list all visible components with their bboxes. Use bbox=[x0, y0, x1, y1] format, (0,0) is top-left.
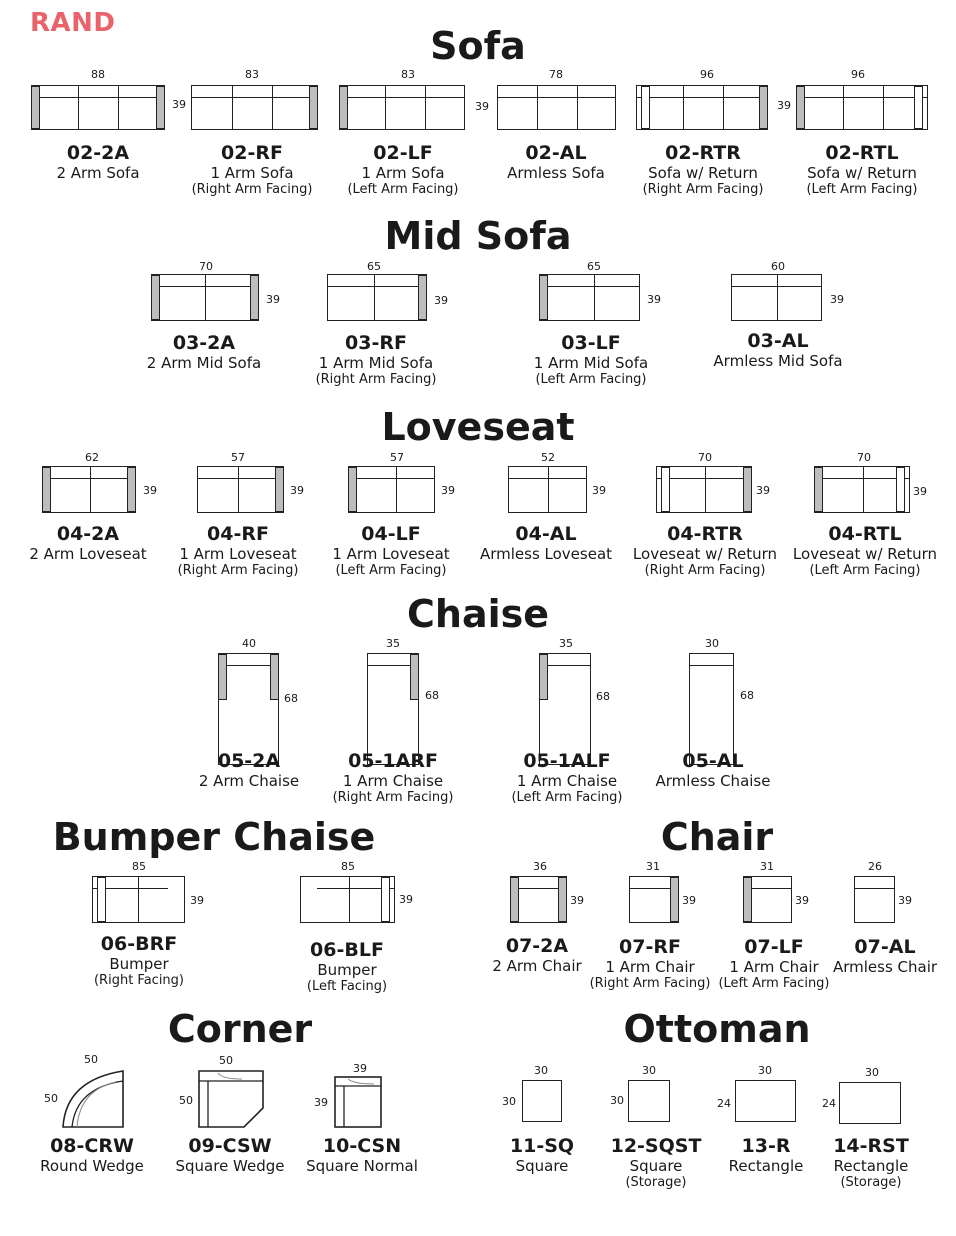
sofa-diagram bbox=[339, 85, 465, 130]
depth-dimension: 39 bbox=[913, 485, 927, 498]
module-label bbox=[780, 523, 950, 579]
chair-diagram bbox=[510, 876, 567, 923]
depth-dimension: 39 bbox=[898, 894, 912, 907]
module-label bbox=[471, 142, 641, 182]
model-name: Rectangle bbox=[833, 1157, 909, 1175]
width-dimension: 36 bbox=[533, 860, 547, 873]
model-name: Round Wedge bbox=[40, 1157, 144, 1175]
chaise-diagram bbox=[689, 653, 734, 765]
module-label bbox=[291, 332, 461, 388]
model-name: Square bbox=[515, 1157, 569, 1175]
depth-dimension: 68 bbox=[596, 690, 610, 703]
model-code: 04-RF bbox=[207, 523, 269, 545]
model-name: 2 Arm Loveseat bbox=[29, 545, 147, 563]
model-note: (Left Facing) bbox=[306, 979, 388, 994]
depth-dimension: 39 bbox=[441, 484, 455, 497]
model-note: (Left Arm Facing) bbox=[511, 790, 623, 805]
model-name: 1 Arm Sofa bbox=[210, 164, 294, 182]
width-dimension: 31 bbox=[760, 860, 774, 873]
model-note: (Right Arm Facing) bbox=[315, 372, 437, 387]
square-normal-diagram bbox=[334, 1076, 382, 1128]
chaise-diagram bbox=[539, 653, 591, 765]
width-dimension: 65 bbox=[587, 260, 601, 273]
model-code: 03-2A bbox=[172, 332, 236, 354]
chair-diagram bbox=[743, 876, 792, 923]
round-wedge-diagram bbox=[60, 1070, 124, 1128]
width-dimension: 30 bbox=[705, 637, 719, 650]
model-code: 07-AL bbox=[854, 936, 916, 958]
width-dimension: 30 bbox=[534, 1064, 548, 1077]
model-name: Armless Chaise bbox=[655, 772, 771, 790]
bumper-diagram bbox=[300, 876, 395, 923]
module-label bbox=[262, 939, 432, 995]
module-label bbox=[786, 1135, 956, 1191]
module-label bbox=[628, 750, 798, 790]
model-name: 1 Arm Chair bbox=[729, 958, 819, 976]
section-title-loveseat: Loveseat bbox=[381, 405, 575, 449]
model-code: 02-LF bbox=[373, 142, 433, 164]
depth-dimension: 39 bbox=[592, 484, 606, 497]
depth-dimension: 39 bbox=[172, 98, 186, 111]
bumper-diagram bbox=[92, 876, 185, 923]
mid-sofa-diagram bbox=[151, 274, 259, 321]
model-name: Square Wedge bbox=[175, 1157, 285, 1175]
width-dimension: 70 bbox=[199, 260, 213, 273]
width-dimension: 57 bbox=[231, 451, 245, 464]
model-code: 06-BRF bbox=[100, 933, 178, 955]
chaise-diagram bbox=[218, 653, 279, 765]
loveseat-diagram bbox=[508, 466, 587, 513]
model-code: 11-SQ bbox=[509, 1135, 575, 1157]
width-dimension: 65 bbox=[367, 260, 381, 273]
module-label bbox=[277, 1135, 447, 1175]
mid-sofa-diagram bbox=[327, 274, 427, 321]
width-dimension: 62 bbox=[85, 451, 99, 464]
module-label bbox=[306, 523, 476, 579]
width-dimension: 30 bbox=[642, 1064, 656, 1077]
model-code: 02-RTR bbox=[665, 142, 741, 164]
width-dimension: 50 bbox=[84, 1053, 98, 1066]
depth-dimension: 39 bbox=[266, 293, 280, 306]
model-code: 10-CSN bbox=[322, 1135, 402, 1157]
model-note: (Right Arm Facing) bbox=[191, 182, 313, 197]
chair-diagram bbox=[629, 876, 679, 923]
model-name: Bumper bbox=[109, 955, 169, 973]
model-code: 03-AL bbox=[747, 330, 809, 352]
depth-dimension: 39 bbox=[190, 894, 204, 907]
width-dimension: 70 bbox=[698, 451, 712, 464]
section-title-mid-sofa: Mid Sofa bbox=[384, 214, 572, 258]
module-label bbox=[13, 142, 183, 182]
sofa-diagram bbox=[191, 85, 318, 130]
model-code: 03-RF bbox=[345, 332, 407, 354]
module-label bbox=[308, 750, 478, 806]
width-dimension: 30 bbox=[865, 1066, 879, 1079]
model-name: 1 Arm Loveseat bbox=[179, 545, 297, 563]
model-name: Bumper bbox=[317, 961, 377, 979]
model-code: 04-LF bbox=[361, 523, 421, 545]
model-code: 05-1ARF bbox=[348, 750, 438, 772]
depth-dimension: 39 bbox=[475, 100, 489, 113]
model-name: Sofa w/ Return bbox=[807, 164, 917, 182]
width-dimension: 39 bbox=[353, 1062, 367, 1075]
module-label bbox=[620, 523, 790, 579]
model-code: 05-1ALF bbox=[523, 750, 611, 772]
width-dimension: 96 bbox=[851, 68, 865, 81]
model-name: 2 Arm Sofa bbox=[56, 164, 140, 182]
model-name: 1 Arm Chaise bbox=[516, 772, 618, 790]
model-name: 1 Arm Chaise bbox=[342, 772, 444, 790]
section-title-chair: Chair bbox=[660, 815, 774, 859]
depth-dimension: 30 bbox=[610, 1094, 624, 1107]
depth-dimension: 24 bbox=[822, 1097, 836, 1110]
model-name: 1 Arm Chair bbox=[605, 958, 695, 976]
depth-dimension: 39 bbox=[830, 293, 844, 306]
model-name: Loveseat w/ Return bbox=[792, 545, 938, 563]
loveseat-diagram bbox=[814, 466, 910, 513]
depth-dimension: 39 bbox=[434, 294, 448, 307]
depth-dimension: 68 bbox=[740, 689, 754, 702]
model-code: 04-RTL bbox=[828, 523, 902, 545]
model-name: Loveseat w/ Return bbox=[632, 545, 778, 563]
model-name: 2 Arm Mid Sofa bbox=[146, 354, 262, 372]
model-code: 05-AL bbox=[682, 750, 744, 772]
model-code: 02-AL bbox=[525, 142, 587, 164]
loveseat-diagram bbox=[42, 466, 136, 513]
model-code: 02-RF bbox=[221, 142, 283, 164]
model-name: 1 Arm Sofa bbox=[361, 164, 445, 182]
model-name: Square Normal bbox=[306, 1157, 418, 1175]
module-label bbox=[800, 936, 956, 976]
model-note: (Storage) bbox=[840, 1175, 902, 1190]
module-label bbox=[506, 332, 676, 388]
width-dimension: 57 bbox=[390, 451, 404, 464]
depth-dimension: 39 bbox=[756, 484, 770, 497]
width-dimension: 26 bbox=[868, 860, 882, 873]
model-name: Square bbox=[629, 1157, 683, 1175]
width-dimension: 60 bbox=[771, 260, 785, 273]
model-code: 02-RTL bbox=[825, 142, 899, 164]
sofa-diagram bbox=[31, 85, 165, 130]
depth-dimension: 68 bbox=[425, 689, 439, 702]
model-name: Armless Mid Sofa bbox=[713, 352, 843, 370]
mid-sofa-diagram bbox=[731, 274, 822, 321]
module-label bbox=[54, 933, 224, 989]
depth-dimension: 50 bbox=[44, 1092, 58, 1105]
width-dimension: 96 bbox=[700, 68, 714, 81]
model-note: (Right Arm Facing) bbox=[177, 563, 299, 578]
module-label bbox=[693, 330, 863, 370]
width-dimension: 31 bbox=[646, 860, 660, 873]
depth-dimension: 39 bbox=[399, 893, 413, 906]
model-name: Sofa w/ Return bbox=[648, 164, 758, 182]
model-note: (Left Arm Facing) bbox=[335, 563, 447, 578]
model-code: 08-CRW bbox=[50, 1135, 134, 1157]
model-name: Armless Loveseat bbox=[479, 545, 613, 563]
model-note: (Left Arm Facing) bbox=[806, 182, 918, 197]
section-title-ottoman: Ottoman bbox=[623, 1007, 811, 1051]
width-dimension: 70 bbox=[857, 451, 871, 464]
square-wedge-diagram bbox=[198, 1070, 264, 1128]
model-code: 09-CSW bbox=[188, 1135, 272, 1157]
model-note: (Left Arm Facing) bbox=[809, 563, 921, 578]
width-dimension: 85 bbox=[132, 860, 146, 873]
width-dimension: 35 bbox=[386, 637, 400, 650]
depth-dimension: 24 bbox=[717, 1097, 731, 1110]
ottoman-diagram bbox=[522, 1080, 562, 1122]
module-label bbox=[167, 142, 337, 198]
model-note: (Storage) bbox=[625, 1175, 687, 1190]
model-code: 07-RF bbox=[619, 936, 681, 958]
model-note: (Left Arm Facing) bbox=[718, 976, 830, 991]
sofa-diagram bbox=[796, 85, 928, 130]
model-code: 04-RTR bbox=[667, 523, 743, 545]
ottoman-diagram bbox=[839, 1082, 901, 1124]
sofa-diagram bbox=[636, 85, 768, 130]
model-code: 07-2A bbox=[505, 935, 569, 957]
width-dimension: 83 bbox=[401, 68, 415, 81]
model-note: (Right Arm Facing) bbox=[589, 976, 711, 991]
loveseat-diagram bbox=[656, 466, 752, 513]
depth-dimension: 68 bbox=[284, 692, 298, 705]
model-name: Armless Sofa bbox=[507, 164, 605, 182]
model-code: 06-BLF bbox=[310, 939, 384, 961]
model-note: (Right Facing) bbox=[93, 973, 184, 988]
width-dimension: 35 bbox=[559, 637, 573, 650]
section-title-bumper-chaise: Bumper Chaise bbox=[52, 815, 376, 859]
width-dimension: 88 bbox=[91, 68, 105, 81]
model-code: 05-2A bbox=[217, 750, 281, 772]
depth-dimension: 39 bbox=[777, 99, 791, 112]
module-label bbox=[482, 750, 652, 806]
depth-dimension: 39 bbox=[647, 293, 661, 306]
model-name: 1 Arm Mid Sofa bbox=[533, 354, 649, 372]
model-name: Armless Chair bbox=[832, 958, 938, 976]
model-note: (Left Arm Facing) bbox=[535, 372, 647, 387]
module-label bbox=[3, 523, 173, 563]
width-dimension: 40 bbox=[242, 637, 256, 650]
model-code: 04-2A bbox=[56, 523, 120, 545]
model-code: 12-SQST bbox=[610, 1135, 702, 1157]
model-code: 07-LF bbox=[744, 936, 804, 958]
depth-dimension: 30 bbox=[502, 1095, 516, 1108]
width-dimension: 52 bbox=[541, 451, 555, 464]
model-name: 1 Arm Mid Sofa bbox=[318, 354, 434, 372]
section-title-chaise: Chaise bbox=[407, 592, 549, 636]
model-note: (Right Arm Facing) bbox=[644, 563, 766, 578]
depth-dimension: 39 bbox=[143, 484, 157, 497]
depth-dimension: 50 bbox=[179, 1094, 193, 1107]
brand-logo: RAND bbox=[30, 8, 116, 38]
section-title-sofa: Sofa bbox=[430, 24, 526, 68]
width-dimension: 83 bbox=[245, 68, 259, 81]
module-label bbox=[318, 142, 488, 198]
model-note: (Right Arm Facing) bbox=[642, 182, 764, 197]
model-code: 02-2A bbox=[66, 142, 130, 164]
model-name: Rectangle bbox=[728, 1157, 804, 1175]
depth-dimension: 39 bbox=[290, 484, 304, 497]
model-code: 13-R bbox=[741, 1135, 791, 1157]
model-name: 1 Arm Loveseat bbox=[332, 545, 450, 563]
width-dimension: 85 bbox=[341, 860, 355, 873]
chaise-diagram bbox=[367, 653, 419, 765]
module-label bbox=[461, 523, 631, 563]
chair-diagram bbox=[854, 876, 895, 923]
depth-dimension: 39 bbox=[682, 894, 696, 907]
width-dimension: 30 bbox=[758, 1064, 772, 1077]
depth-dimension: 39 bbox=[795, 894, 809, 907]
model-code: 04-AL bbox=[515, 523, 577, 545]
module-label bbox=[777, 142, 947, 198]
loveseat-diagram bbox=[197, 466, 284, 513]
ottoman-diagram bbox=[628, 1080, 670, 1122]
model-code: 14-RST bbox=[833, 1135, 909, 1157]
model-name: 2 Arm Chaise bbox=[198, 772, 300, 790]
model-note: (Left Arm Facing) bbox=[347, 182, 459, 197]
loveseat-diagram bbox=[348, 466, 435, 513]
section-title-corner: Corner bbox=[167, 1007, 313, 1051]
width-dimension: 50 bbox=[219, 1054, 233, 1067]
depth-dimension: 39 bbox=[314, 1096, 328, 1109]
module-label bbox=[618, 142, 788, 198]
depth-dimension: 39 bbox=[570, 894, 584, 907]
module-label bbox=[119, 332, 289, 372]
model-note: (Right Arm Facing) bbox=[332, 790, 454, 805]
mid-sofa-diagram bbox=[539, 274, 640, 321]
model-code: 03-LF bbox=[561, 332, 621, 354]
width-dimension: 78 bbox=[549, 68, 563, 81]
ottoman-diagram bbox=[735, 1080, 796, 1122]
sofa-diagram bbox=[497, 85, 616, 130]
module-label bbox=[153, 523, 323, 579]
model-name: 2 Arm Chair bbox=[492, 957, 582, 975]
